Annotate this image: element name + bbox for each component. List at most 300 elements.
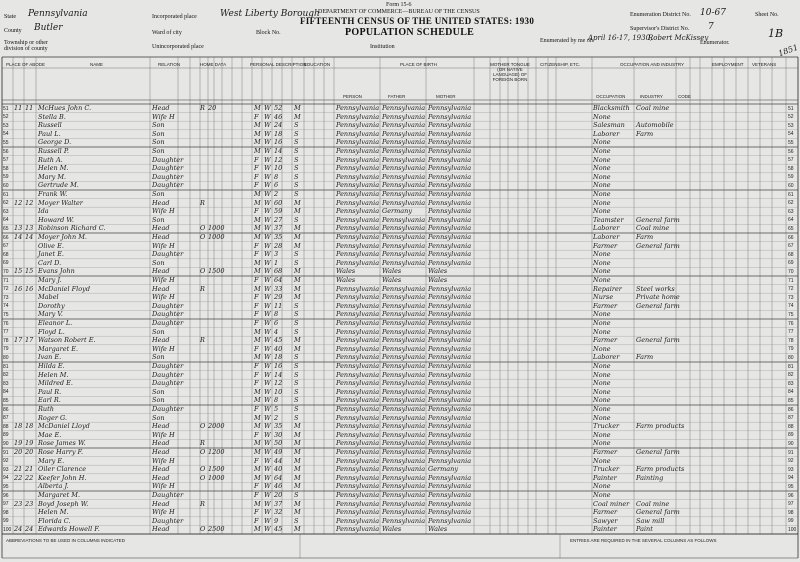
cell-name: Gertrude M. [38, 181, 79, 190]
cell-bp: Pennsylvania [336, 224, 380, 233]
cell-bp: Pennsylvania [336, 301, 380, 310]
cell-mbp: Pennsylvania [428, 362, 472, 370]
table-row [0, 500, 800, 509]
cell-fbp: Pennsylvania [382, 112, 426, 121]
cell-mbp: Germany [428, 465, 459, 474]
cell-mbp: Pennsylvania [428, 155, 472, 164]
cell-sex: F [254, 370, 259, 379]
table-row [0, 190, 800, 199]
cell-age: 9 [274, 516, 279, 525]
cell-mbp: Pennsylvania [428, 104, 472, 112]
cell-occ: Blacksmith [593, 104, 630, 112]
cell-name: Carl D. [38, 258, 62, 267]
cell-mbp: Pennsylvania [428, 327, 472, 336]
cell-fam: 20 [25, 448, 34, 456]
cell-mbp: Pennsylvania [428, 499, 472, 508]
col-code: CODE [678, 94, 692, 99]
table-row [0, 474, 800, 483]
cell-occ: Farmer [593, 301, 618, 310]
cell-line-right: 83 [788, 380, 794, 387]
cell-rel: Wife H [152, 508, 175, 517]
cell-race: W [264, 465, 271, 474]
unincorporated-label: Unincorporated place [152, 44, 204, 50]
cell-sex: F [254, 508, 259, 517]
cell-fbp: Pennsylvania [382, 258, 426, 267]
cell-fbp: Pennsylvania [382, 448, 426, 456]
cell-age: 37 [274, 224, 283, 233]
cell-name: Edwards Howell F. [38, 525, 100, 534]
table-row [0, 302, 800, 311]
cell-ms: M [294, 482, 301, 491]
cell-ms: M [294, 276, 301, 284]
cell-bp: Pennsylvania [336, 310, 380, 319]
cell-name: Mary J. [38, 276, 62, 284]
cell-line-right: 58 [788, 165, 794, 172]
cell-name: Howard W. [38, 215, 74, 224]
cell-rel: Daughter [152, 164, 184, 173]
cell-own: R [200, 104, 205, 112]
table-row [0, 396, 800, 405]
table-row [0, 362, 800, 371]
cell-line: 53 [3, 122, 9, 129]
cell-ms: S [294, 327, 299, 336]
cell-occ: None [593, 276, 611, 284]
cell-fbp: Pennsylvania [382, 293, 426, 302]
cell-rel: Head [152, 198, 170, 207]
cell-mbp: Pennsylvania [428, 207, 472, 216]
cell-dw: 16 [14, 284, 23, 293]
cell-occ: None [593, 138, 611, 147]
cell-age: 16 [274, 138, 283, 147]
cell-name: Florida C. [38, 516, 71, 525]
cell-sex: F [254, 293, 259, 302]
cell-bp: Pennsylvania [336, 525, 380, 534]
cell-rel: Head [152, 525, 170, 534]
cell-mbp: Pennsylvania [428, 293, 472, 302]
cell-age: 3 [274, 250, 279, 259]
table-row [0, 104, 800, 113]
cell-ind: Coal mine [636, 224, 670, 233]
cell-rel: Son [152, 413, 165, 422]
cell-sex: M [254, 387, 261, 396]
cell-bp: Pennsylvania [336, 491, 380, 499]
col-industry-sub: INDUSTRY [640, 94, 663, 99]
table-row [0, 508, 800, 517]
cell-rel: Head [152, 499, 170, 508]
stamp-number: 1851 [777, 42, 800, 59]
cell-mbp: Pennsylvania [428, 439, 472, 448]
cell-sex: F [254, 405, 259, 413]
cell-occ: None [593, 405, 611, 413]
cell-name: McDaniel Floyd [38, 284, 90, 293]
cell-sex: F [254, 181, 259, 190]
cell-mbp: Wales [428, 267, 448, 276]
cell-fbp: Wales [382, 276, 402, 284]
cell-age: 40 [274, 344, 283, 353]
cell-mbp: Pennsylvania [428, 413, 472, 422]
cell-sex: F [254, 250, 259, 259]
enumerator-name: Robert McKissey [648, 34, 709, 42]
table-row [0, 285, 800, 294]
cell-line-right: 94 [788, 475, 794, 482]
cell-ms: M [294, 456, 301, 465]
cell-name: Ruth [38, 405, 54, 413]
cell-race: W [264, 147, 271, 155]
col-place-of-abode: PLACE OF ABODE [6, 62, 46, 67]
cell-mbp: Pennsylvania [428, 387, 472, 396]
cell-race: W [264, 284, 271, 293]
col-home-data: HOME DATA [200, 62, 227, 67]
cell-ms: M [294, 473, 301, 482]
cell-age: 4 [274, 327, 279, 336]
cell-occ: Trucker [593, 422, 620, 431]
cell-race: W [264, 422, 271, 431]
cell-fbp: Pennsylvania [382, 491, 426, 499]
cell-line: 51 [3, 105, 9, 112]
cell-own: R [200, 198, 205, 207]
cell-ind: Farm [636, 233, 654, 241]
cell-ms: M [294, 207, 301, 216]
cell-age: 2 [274, 190, 279, 198]
cell-age: 35 [274, 422, 283, 431]
cell-mbp: Pennsylvania [428, 190, 472, 198]
cell-line-right: 78 [788, 337, 794, 344]
cell-occ: None [593, 164, 611, 173]
cell-dw: 11 [14, 104, 23, 112]
cell-ind: General farm [636, 241, 680, 250]
cell-line-right: 80 [788, 354, 794, 361]
cell-race: W [264, 215, 271, 224]
cell-rel: Wife H [152, 430, 175, 439]
cell-sex: F [254, 112, 259, 121]
cell-ind: General farm [636, 301, 680, 310]
cell-rel: Daughter [152, 516, 184, 525]
cell-name: Mabel [38, 293, 59, 302]
cell-age: 18 [274, 353, 283, 362]
cell-age: 6 [274, 319, 279, 327]
cell-line: 87 [3, 415, 9, 422]
cell-bp: Pennsylvania [336, 215, 380, 224]
cell-occ: None [593, 387, 611, 396]
cell-race: W [264, 190, 271, 198]
cell-name: Eleanor L. [38, 319, 73, 327]
cell-fam: 16 [25, 284, 34, 293]
col-employment: EMPLOYMENT [712, 62, 744, 67]
cell-mbp: Pennsylvania [428, 379, 472, 388]
cell-race: W [264, 405, 271, 413]
cell-fam: 24 [25, 525, 34, 534]
cell-line-right: 51 [788, 105, 794, 112]
cell-occ: None [593, 198, 611, 207]
cell-mbp: Pennsylvania [428, 508, 472, 517]
cell-val: 1000 [208, 473, 225, 482]
cell-name: Ruth A. [38, 155, 63, 164]
cell-age: 5 [274, 405, 279, 413]
cell-fbp: Pennsylvania [382, 172, 426, 181]
cell-bp: Pennsylvania [336, 405, 380, 413]
cell-own: O [200, 473, 206, 482]
cell-age: 45 [274, 336, 283, 345]
cell-ind: Farm [636, 353, 654, 362]
cell-occ: Trucker [593, 465, 620, 474]
cell-age: 64 [274, 276, 283, 284]
cell-bp: Pennsylvania [336, 172, 380, 181]
cell-bp: Pennsylvania [336, 258, 380, 267]
cell-line: 83 [3, 380, 9, 387]
cell-sex: M [254, 224, 261, 233]
cell-age: 27 [274, 215, 283, 224]
cell-line: 57 [3, 157, 9, 164]
cell-race: W [264, 112, 271, 121]
cell-val: 2000 [208, 422, 225, 431]
cell-line: 72 [3, 286, 9, 293]
cell-line-right: 57 [788, 157, 794, 164]
incorporated-label: Incorporated place [152, 14, 197, 20]
cell-sex: F [254, 430, 259, 439]
cell-line: 55 [3, 139, 9, 146]
cell-fbp: Pennsylvania [382, 396, 426, 405]
cell-name: Evans John [38, 267, 75, 276]
cell-bp: Pennsylvania [336, 327, 380, 336]
table-row [0, 224, 800, 233]
cell-bp: Pennsylvania [336, 104, 380, 112]
cell-occ: None [593, 112, 611, 121]
cell-age: 8 [274, 396, 279, 405]
cell-race: W [264, 413, 271, 422]
cell-line-right: 84 [788, 389, 794, 396]
cell-fbp: Pennsylvania [382, 465, 426, 474]
enumerated-date: April 16-17, 1930, [588, 34, 653, 42]
cell-line: 80 [3, 354, 9, 361]
cell-mbp: Pennsylvania [428, 164, 472, 173]
cell-age: 28 [274, 241, 283, 250]
cell-fam: 15 [25, 267, 34, 276]
cell-line-right: 100 [788, 526, 797, 533]
cell-sex: M [254, 215, 261, 224]
cell-occ: None [593, 258, 611, 267]
cell-fbp: Pennsylvania [382, 482, 426, 491]
cell-dw: 24 [14, 525, 23, 534]
cell-race: W [264, 379, 271, 388]
cell-ind: Farm products [636, 465, 685, 474]
cell-rel: Son [152, 353, 165, 362]
cell-rel: Head [152, 233, 170, 241]
cell-sex: F [254, 491, 259, 499]
cell-rel: Son [152, 215, 165, 224]
cell-line: 63 [3, 208, 9, 215]
table-row [0, 525, 800, 534]
cell-age: 8 [274, 172, 279, 181]
cell-age: 8 [274, 310, 279, 319]
table-row [0, 181, 800, 190]
cell-age: 35 [274, 233, 283, 241]
cell-occ: Repairer [593, 284, 622, 293]
cell-name: Watson Robert E. [38, 336, 96, 345]
block-label: Block No. [256, 30, 281, 36]
cell-race: W [264, 181, 271, 190]
table-row [0, 465, 800, 474]
supervisor-value: 7 [708, 22, 714, 32]
cell-age: 18 [274, 129, 283, 138]
cell-race: W [264, 250, 271, 259]
cell-own: R [200, 499, 205, 508]
cell-name: George D. [38, 138, 72, 147]
cell-mbp: Pennsylvania [428, 172, 472, 181]
cell-mbp: Pennsylvania [428, 215, 472, 224]
cell-name: Boyd Joseph W. [38, 499, 89, 508]
cell-sex: M [254, 499, 261, 508]
cell-val: 1500 [208, 267, 225, 276]
cell-sex: M [254, 327, 261, 336]
cell-line: 65 [3, 225, 9, 232]
cell-bp: Pennsylvania [336, 293, 380, 302]
cell-ms: S [294, 396, 299, 405]
cell-sex: M [254, 121, 261, 130]
cell-line-right: 69 [788, 260, 794, 267]
cell-name: Russell P. [38, 147, 69, 155]
cell-line-right: 53 [788, 122, 794, 129]
cell-line-right: 98 [788, 509, 794, 516]
col-mother: MOTHER [436, 94, 456, 99]
cell-rel: Son [152, 129, 165, 138]
cell-ind: General farm [636, 336, 680, 345]
cell-fam: 22 [25, 473, 34, 482]
cell-rel: Son [152, 396, 165, 405]
cell-bp: Pennsylvania [336, 456, 380, 465]
cell-rel: Wife H [152, 456, 175, 465]
cell-line: 92 [3, 458, 9, 465]
cell-bp: Pennsylvania [336, 112, 380, 121]
incorporated-value: West Liberty Borough [220, 9, 320, 19]
cell-line: 56 [3, 148, 9, 155]
cell-name: Keefer John H. [38, 473, 87, 482]
table-row [0, 457, 800, 466]
cell-occ: Laborer [593, 233, 620, 241]
table-row [0, 250, 800, 259]
cell-line-right: 71 [788, 277, 794, 284]
cell-sex: F [254, 344, 259, 353]
cell-val: 2500 [208, 525, 225, 534]
cell-own: O [200, 224, 206, 233]
cell-age: 37 [274, 499, 283, 508]
cell-rel: Daughter [152, 301, 184, 310]
cell-bp: Pennsylvania [336, 448, 380, 456]
enumerated-label: Enumerated by me on [540, 38, 593, 44]
cell-line-right: 54 [788, 131, 794, 138]
cell-line-right: 52 [788, 114, 794, 121]
cell-bp: Wales [336, 276, 356, 284]
cell-val: 20 [208, 104, 217, 112]
cell-age: 6 [274, 181, 279, 190]
cell-race: W [264, 129, 271, 138]
county-value: Butler [34, 23, 63, 33]
cell-line: 99 [3, 518, 9, 525]
cell-sex: M [254, 190, 261, 198]
cell-occ: Laborer [593, 129, 620, 138]
cell-dw: 12 [14, 198, 23, 207]
cell-ms: S [294, 379, 299, 388]
table-row [0, 431, 800, 440]
cell-line-right: 96 [788, 492, 794, 499]
cell-fam: 13 [25, 224, 34, 233]
cell-line-right: 64 [788, 217, 794, 224]
cell-line: 74 [3, 303, 9, 310]
cell-bp: Pennsylvania [336, 129, 380, 138]
cell-line: 90 [3, 440, 9, 447]
cell-ms: M [294, 198, 301, 207]
cell-line: 88 [3, 423, 9, 430]
cell-ind: Coal mine [636, 499, 670, 508]
cell-own: O [200, 233, 206, 241]
cell-name: Mary M. [38, 172, 67, 181]
cell-occ: None [593, 344, 611, 353]
cell-ms: M [294, 430, 301, 439]
cell-fam: 12 [25, 198, 34, 207]
table-row [0, 319, 800, 328]
cell-age: 68 [274, 267, 283, 276]
cell-race: W [264, 370, 271, 379]
cell-ms: M [294, 448, 301, 456]
table-row [0, 371, 800, 380]
ward-label: Ward of city [152, 30, 182, 36]
cell-line-right: 59 [788, 174, 794, 181]
cell-ind: Coal mine [636, 104, 670, 112]
cell-line: 54 [3, 131, 9, 138]
cell-rel: Head [152, 439, 170, 448]
ed-label: Enumeration District No. [630, 12, 691, 18]
table-row [0, 259, 800, 268]
cell-mbp: Pennsylvania [428, 422, 472, 431]
cell-race: W [264, 327, 271, 336]
institution-label: Institution [370, 44, 395, 50]
cell-occ: None [593, 310, 611, 319]
table-row [0, 491, 800, 500]
cell-dw: 17 [14, 336, 23, 345]
table-row [0, 121, 800, 130]
cell-age: 1 [274, 258, 279, 267]
cell-mbp: Pennsylvania [428, 138, 472, 147]
cell-age: 52 [274, 104, 283, 112]
cell-race: W [264, 310, 271, 319]
cell-age: 40 [274, 465, 283, 474]
cell-name: Moyer John M. [38, 233, 87, 241]
cell-line: 82 [3, 372, 9, 379]
cell-ind: Private home [636, 293, 680, 302]
cell-rel: Head [152, 284, 170, 293]
cell-ms: S [294, 319, 299, 327]
cell-ms: S [294, 190, 299, 198]
cell-occ: None [593, 155, 611, 164]
cell-mbp: Pennsylvania [428, 301, 472, 310]
cell-ms: S [294, 413, 299, 422]
cell-age: 10 [274, 387, 283, 396]
table-row [0, 388, 800, 397]
cell-line: 73 [3, 294, 9, 301]
cell-sex: M [254, 233, 261, 241]
cell-bp: Pennsylvania [336, 121, 380, 130]
cell-ms: S [294, 258, 299, 267]
cell-mbp: Wales [428, 276, 448, 284]
cell-bp: Pennsylvania [336, 138, 380, 147]
cell-line-right: 93 [788, 466, 794, 473]
cell-fbp: Pennsylvania [382, 336, 426, 345]
cell-bp: Pennsylvania [336, 370, 380, 379]
cell-fbp: Germany [382, 207, 413, 216]
cell-sex: M [254, 422, 261, 431]
cell-fbp: Pennsylvania [382, 379, 426, 388]
cell-age: 14 [274, 370, 283, 379]
cell-ms: S [294, 516, 299, 525]
